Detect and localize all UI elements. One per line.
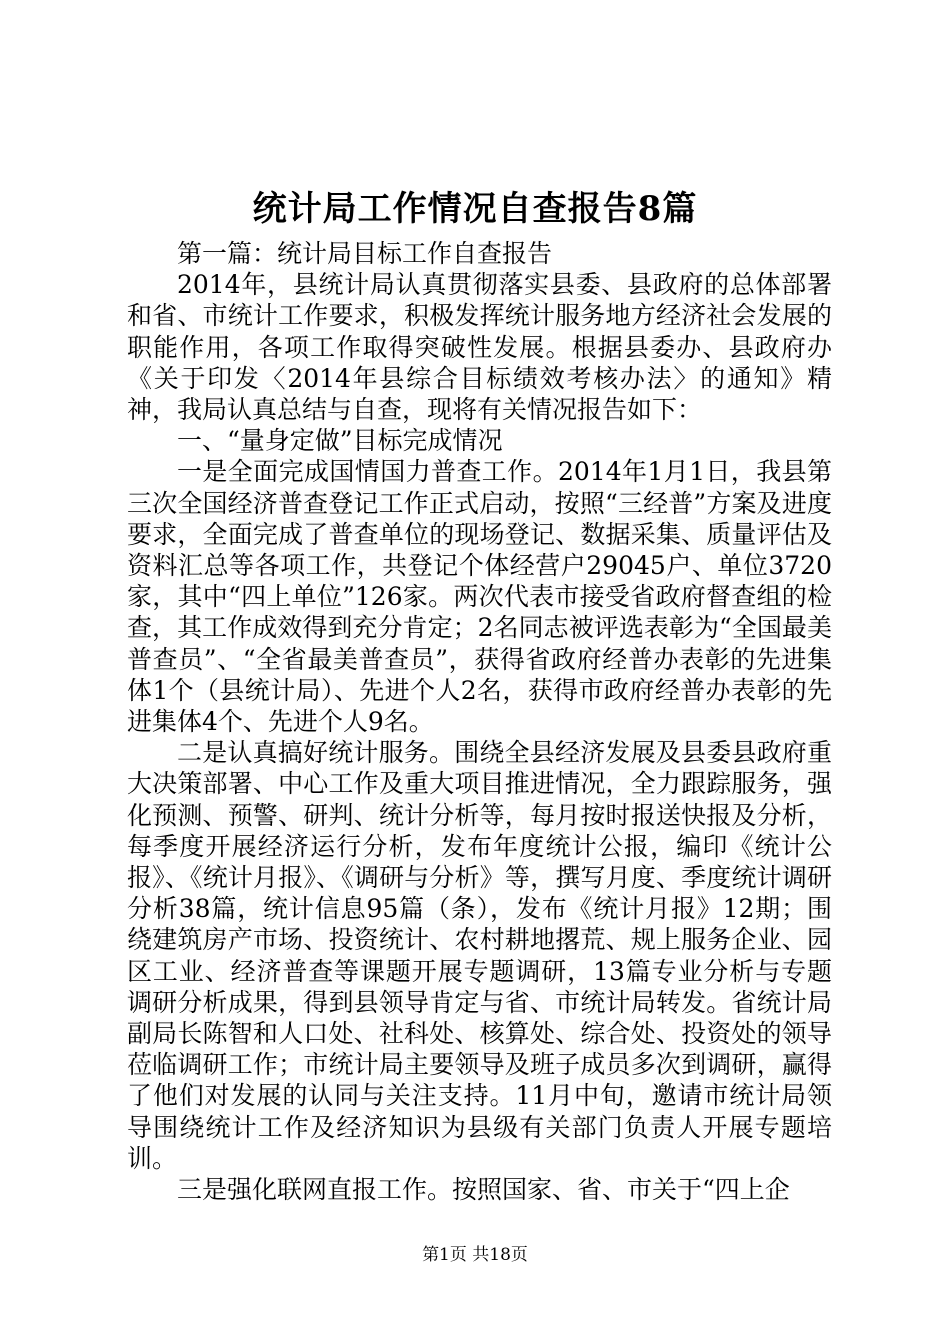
paragraph: 三是强化联网直报工作。按照国家、省、市关于“四上企 [177, 1175, 790, 1205]
paragraph: 2014年，县统计局认真贯彻落实县委、县政府的总体部署和省、市统计工作要求，积极发挥统计服务地方经济社会发展的职能作用，各项工作取得突破性发展。根据县委办、县政府办《关于印发〈2014年县综合目标绩效考核办法〉的通知》精神，我局认真总结与自查，现将有关情况报告如下： [127, 270, 832, 425]
document-title: 统计局工作情况自查报告8篇 [252, 189, 698, 229]
document-body [127, 238, 832, 1205]
section-heading: 第一篇：统计局目标工作自查报告 [177, 239, 553, 268]
section-heading: 一、“量身定做”目标完成情况 [177, 426, 503, 456]
paragraph: 一是全面完成国情国力普查工作。2014年1月1日，我县第三次全国经济普查登记工作正式启动，按照“三经普”方案及进度要求，全面完成了普查单位的现场登记、数据采集、质量评估及资料汇总等各项工作，共登记个体经营户29045户、单位3720家，其中“四上单位”126家。两次代表市接受省政府督查组的检查，其工作成效得到充分肯定；2名同志被评选表彰为“全国最美普查员”、“全省最美普查员”，获得省政府经普办表彰的先进集体1个（县统计局）、先进个人2名，获得市政府经普办表彰的先进集体4个、先进个人9名。 [127, 457, 832, 737]
page-number-footer: 第1页 共18页 [422, 1245, 528, 1265]
paragraph: 二是认真搞好统计服务。围绕全县经济发展及县委县政府重大决策部署、中心工作及重大项目推进情况，全力跟踪服务，强化预测、预警、研判、统计分析等，每月按时报送快报及分析，每季度开展经济运行分析，发布年度统计公报，编印《统计公报》、《统计月报》、《调研与分析》等，撰写月度、季度统计调研分析38篇，统计信息95篇（条），发布《统计月报》12期；围绕建筑房产市场、投资统计、农村耕地撂荒、规上服务企业、园区工业、经济普查等课题开展专题调研，13篇专业分析与专题调研分析成果，得到县领导肯定与省、市统计局转发。省统计局副局长陈智和人口处、社科处、核算处、综合处、投资处的领导莅临调研工作；市统计局主要领导及班子成员多次到调研，赢得了他们对发展的认同与关注支持。11月中旬，邀请市统计局领导围绕统计工作及经济知识为县级有关部门负责人开展专题培训。 [127, 738, 832, 1173]
